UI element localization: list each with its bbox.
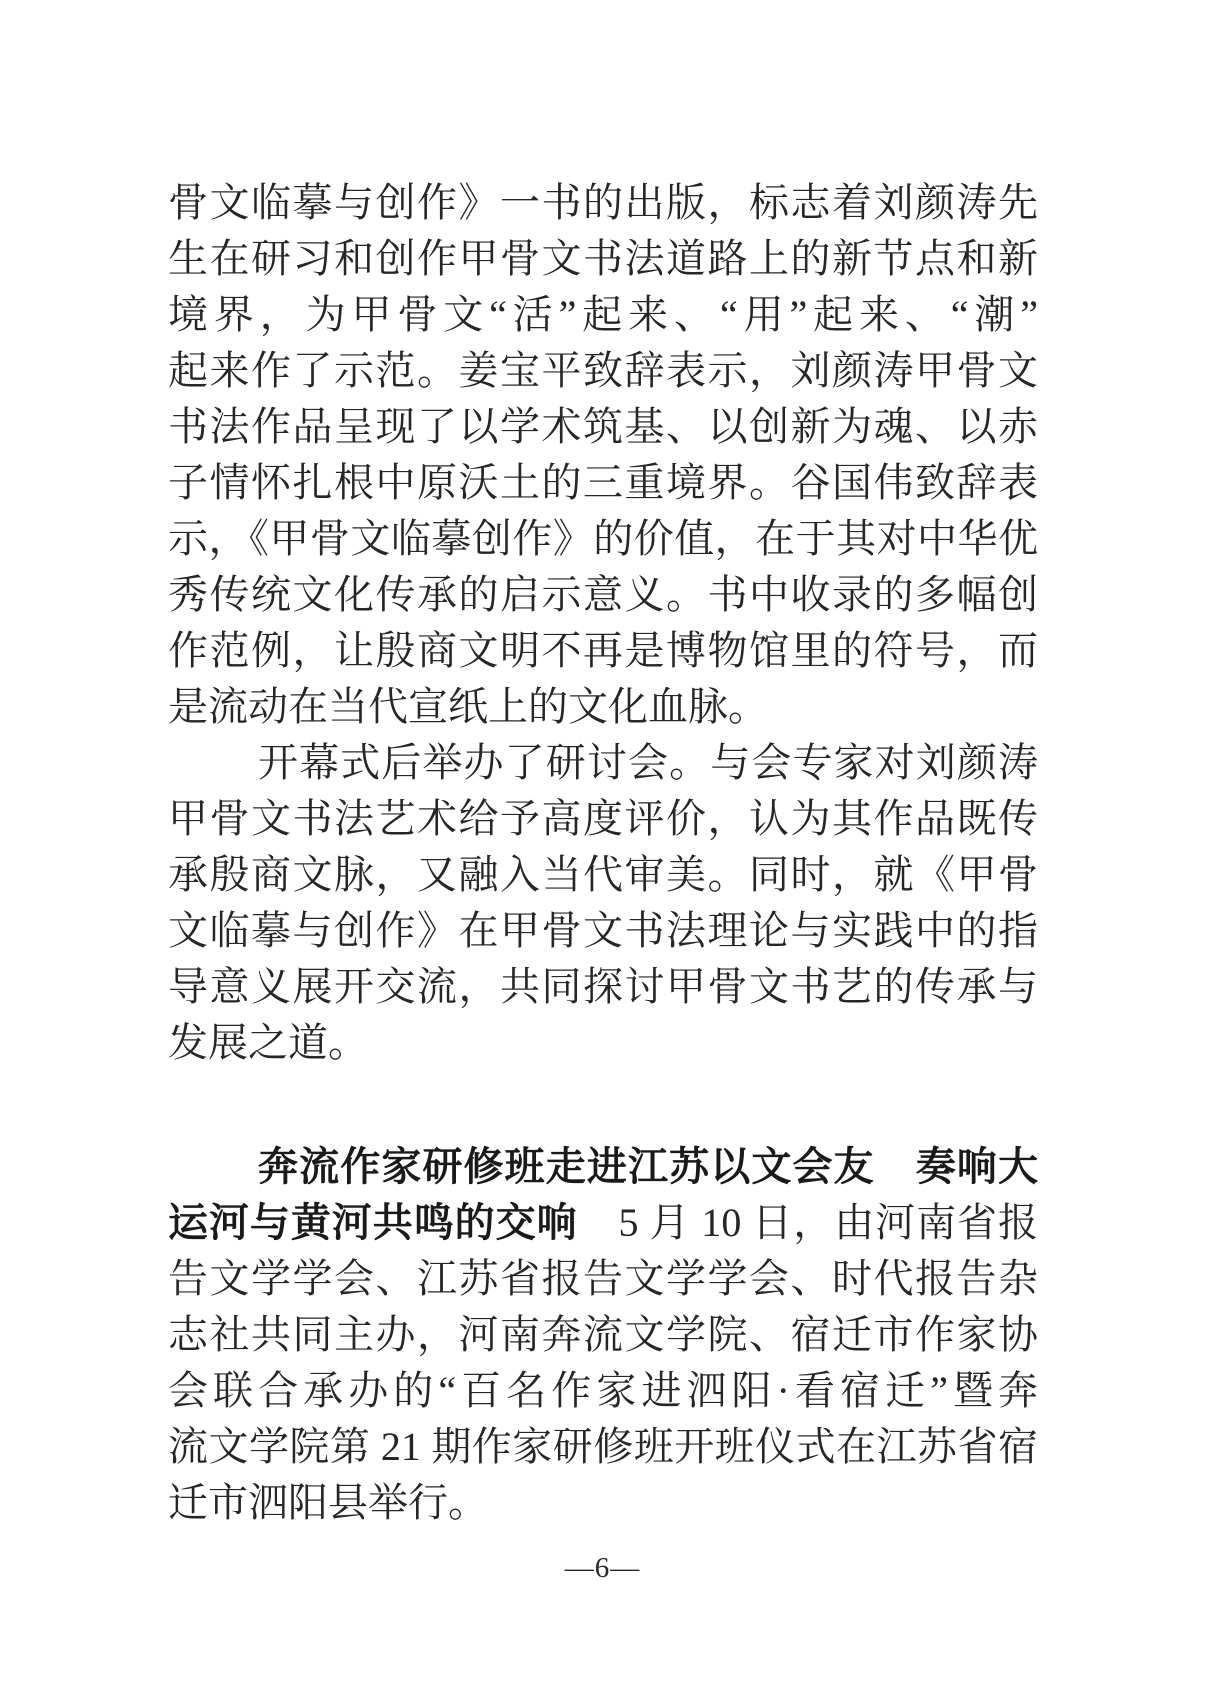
text-line bbox=[168, 903, 1038, 959]
body-text: 发展之道。 bbox=[168, 1020, 368, 1065]
text-line bbox=[168, 959, 1038, 1015]
text-block bbox=[168, 175, 1038, 1531]
body-text: 告文学学会、江苏省报告文学学会、时代报告杂 bbox=[168, 1256, 1038, 1301]
body-text: 生在研习和创作甲骨文书法道路上的新节点和新 bbox=[168, 236, 1038, 281]
body-text: 秀传统文化传承的启示意义。书中收录的多幅创 bbox=[168, 572, 1038, 617]
body-text: 迁市泗阳县举行。 bbox=[168, 1480, 488, 1525]
body-text: 开幕式后举办了研讨会。与会专家对刘颜涛 bbox=[258, 740, 1038, 785]
text-line bbox=[168, 399, 1038, 455]
heading-text: 运河与黄河共鸣的交响 bbox=[168, 1201, 578, 1245]
text-line bbox=[168, 1307, 1038, 1363]
text-line bbox=[168, 175, 1038, 231]
text-line bbox=[168, 1139, 1038, 1195]
text-line bbox=[168, 847, 1038, 903]
body-text: 子情怀扎根中原沃土的三重境界。谷国伟致辞表 bbox=[168, 460, 1038, 505]
text-line bbox=[168, 231, 1038, 287]
body-text: 骨文临摹与创作》一书的出版，标志着刘颜涛先 bbox=[168, 180, 1038, 225]
text-line bbox=[168, 1251, 1038, 1307]
body-text: 甲骨文书法艺术给予高度评价，认为其作品既传 bbox=[168, 796, 1038, 841]
body-text: 境界，为甲骨文“活”起来、“用”起来、“潮” bbox=[168, 292, 1038, 337]
text-line bbox=[168, 511, 1038, 567]
body-text: 作范例，让殷商文明不再是博物馆里的符号，而 bbox=[168, 628, 1038, 673]
body-text: 志社共同主办，河南奔流文学院、宿迁市作家协 bbox=[168, 1312, 1038, 1357]
text-line bbox=[168, 735, 1038, 791]
text-line bbox=[168, 1363, 1038, 1419]
paragraph-benliu-writers-class bbox=[168, 1139, 1038, 1531]
paragraph-seminar bbox=[168, 735, 1038, 1071]
body-text: 是流动在当代宣纸上的文化血脉。 bbox=[168, 684, 768, 729]
text-line bbox=[168, 1419, 1038, 1475]
text-line bbox=[168, 343, 1038, 399]
text-line bbox=[168, 791, 1038, 847]
text-line bbox=[168, 623, 1038, 679]
text-line bbox=[168, 455, 1038, 511]
heading-text: 奔流作家研修班走进江苏以文会友 奏响大 bbox=[258, 1145, 1038, 1189]
body-text: 文临摹与创作》在甲骨文书法理论与实践中的指 bbox=[168, 908, 1038, 953]
body-text: 流文学院第 21 期作家研修班开班仪式在江苏省宿 bbox=[168, 1424, 1038, 1469]
body-text: 会联合承办的“百名作家进泗阳·看宿迁”暨奔 bbox=[168, 1368, 1038, 1413]
page-number: —6— bbox=[564, 1552, 641, 1584]
paragraph-oracle-bone-exhibit bbox=[168, 175, 1038, 735]
body-text: 书法作品呈现了以学术筑基、以创新为魂、以赤 bbox=[168, 404, 1038, 449]
text-line bbox=[168, 1015, 1038, 1071]
body-text: 导意义展开交流，共同探讨甲骨文书艺的传承与 bbox=[168, 964, 1038, 1009]
body-text: 示，《甲骨文临摹创作》的价值，在于其对中华优 bbox=[168, 516, 1038, 561]
text-line bbox=[168, 567, 1038, 623]
body-text: 承殷商文脉，又融入当代审美。同时，就《甲骨 bbox=[168, 852, 1038, 897]
body-text: 起来作了示范。姜宝平致辞表示，刘颜涛甲骨文 bbox=[168, 348, 1038, 393]
text-line bbox=[168, 1195, 1038, 1251]
text-line bbox=[168, 1475, 1038, 1531]
body-text: 5 月 10 日，由河南省报 bbox=[577, 1200, 1039, 1245]
text-line bbox=[168, 287, 1038, 343]
text-line bbox=[168, 679, 1038, 735]
